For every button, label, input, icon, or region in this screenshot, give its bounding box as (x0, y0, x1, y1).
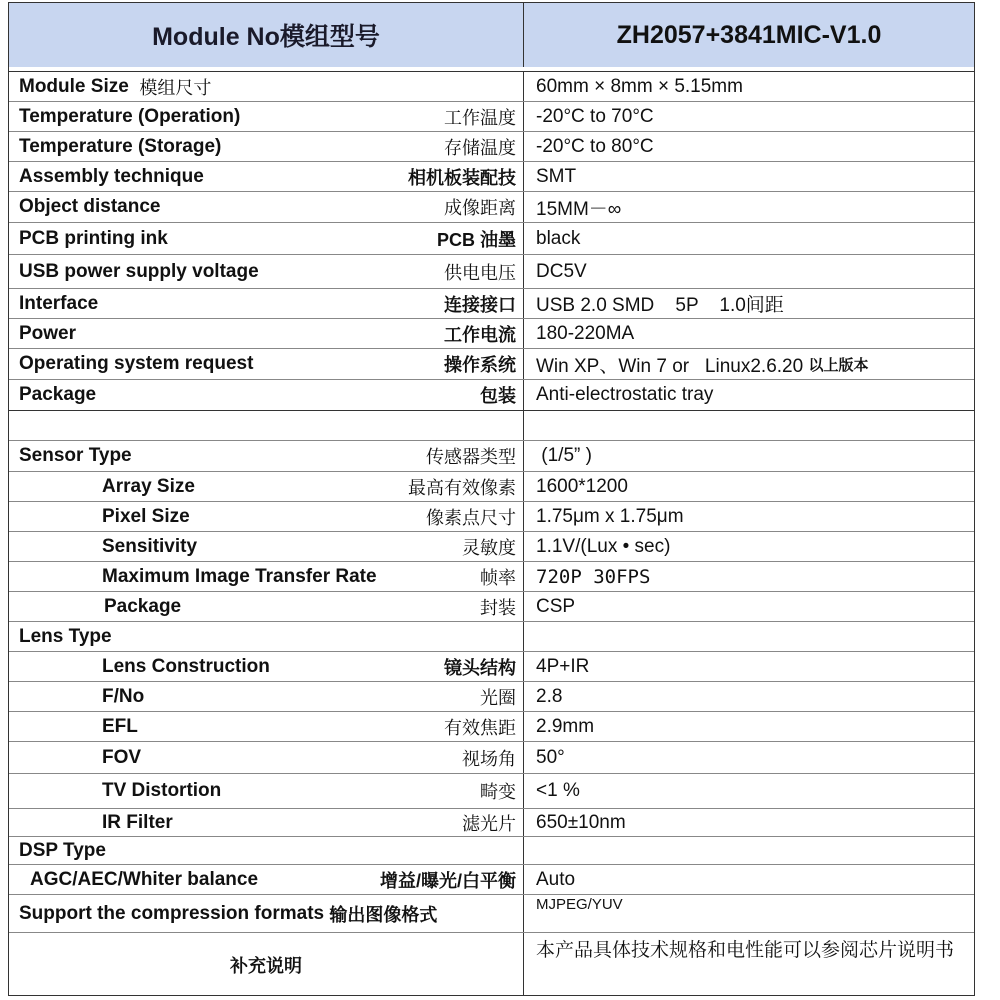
row-value: <1 % (536, 780, 580, 801)
row-label-en: EFL (102, 715, 138, 737)
row-label-cn: 帧率 (480, 567, 516, 588)
row-label-cn: 工作温度 (444, 107, 516, 128)
row-label-en: Sensitivity (102, 535, 198, 557)
row-label-cn: 最高有效像素 (408, 477, 516, 498)
table-row (9, 682, 974, 712)
table-row (9, 162, 974, 192)
header-module-no-label: Module No模组型号 (152, 23, 380, 51)
row-value: 2.9mm (536, 715, 595, 737)
row-label-en: Module Size 模组尺寸 (19, 75, 212, 98)
row-value: 180-220MA (536, 322, 635, 344)
row-label-en: Object distance (19, 196, 161, 217)
row-label-en: IR Filter (102, 811, 173, 833)
row-value: 1600*1200 (536, 475, 628, 497)
row-label-cn: 光圈 (480, 687, 516, 708)
spec-table (8, 2, 975, 996)
row-label-cn: 操作系统 (444, 355, 516, 375)
row-label-cn: 镜头结构 (444, 657, 516, 678)
row-label-cn: 视场角 (462, 748, 516, 769)
table-row (9, 622, 974, 652)
row-label-en: Lens Type (19, 625, 112, 647)
table-row (9, 472, 974, 502)
table-row (9, 652, 974, 682)
row-label-en: Operating system request (19, 353, 254, 374)
row-label-en: Array Size (102, 475, 195, 497)
table-row (9, 289, 974, 319)
row-label-cn: 包装 (480, 386, 516, 406)
row-label-cn: 封装 (480, 597, 516, 618)
row-label-en: Sensor Type (19, 445, 132, 466)
table-row (9, 837, 974, 865)
row-label-en: AGC/AEC/Whiter balance (30, 868, 259, 890)
row-value: 650±10nm (536, 811, 626, 833)
row-label-en: USB power supply voltage (19, 260, 259, 282)
footer-note: 本产品具体技术规格和电性能可以参阅芯片说明书 (536, 939, 955, 961)
table-header (9, 3, 974, 68)
table-row (9, 895, 974, 933)
row-label-cn: 有效焦距 (444, 717, 516, 738)
row-value: 1.75μm x 1.75μm (536, 505, 684, 527)
row-value: 2.8 (536, 685, 563, 707)
row-value: -20°C to 80°C (536, 135, 654, 157)
row-label-en: F/No (102, 685, 145, 707)
row-label-cn: 连接接口 (444, 294, 516, 315)
table-row (9, 532, 974, 562)
row-label-en: Temperature (Storage) (19, 135, 222, 157)
row-value: SMT (536, 165, 577, 187)
table-row (9, 774, 974, 809)
table-row-footer (9, 933, 974, 996)
row-label-cn: 灵敏度 (462, 537, 516, 558)
table-row-empty (9, 411, 974, 441)
row-value: 720P 30FPS (536, 565, 651, 588)
row-label-cn: 供电电压 (444, 262, 516, 283)
row-value: 1.1V/(Lux • sec) (536, 535, 671, 557)
row-label-cn: 畸变 (480, 782, 516, 802)
table-row (9, 192, 974, 223)
row-label-en: TV Distortion (102, 780, 222, 801)
table-row (9, 865, 974, 895)
row-value: 4P+IR (536, 655, 590, 677)
table-row (9, 441, 974, 472)
header-model-value: ZH2057+3841MIC-V1.0 (616, 20, 882, 49)
row-label-en: Temperature (Operation) (19, 105, 241, 127)
row-label-cn: 工作电流 (444, 324, 516, 345)
table-row (9, 72, 974, 102)
row-label-cn: 像素点尺寸 (426, 507, 516, 528)
row-label-en: Package (104, 595, 182, 617)
table-row (9, 132, 974, 162)
row-label-cn: 成像距离 (444, 198, 516, 218)
row-value: MJPEG/YUV (536, 896, 623, 913)
table-row (9, 102, 974, 132)
row-value: USB 2.0 SMD 5P 1.0间距 (536, 295, 784, 316)
row-value: DC5V (536, 260, 587, 282)
row-label-cn: 相机板装配技 (408, 167, 516, 188)
row-label-en: Pixel Size (102, 505, 190, 527)
row-label-en: Lens Construction (102, 655, 270, 677)
row-value: (1/5” ) (536, 445, 592, 466)
row-label-en: Maximum Image Transfer Rate (102, 565, 377, 587)
row-label-en: DSP Type (19, 839, 106, 861)
table-row (9, 380, 974, 411)
table-row (9, 502, 974, 532)
row-value: Win XP、Win 7 or Linux2.6.20 以上版本 (536, 355, 869, 377)
row-label-cn: PCB 油墨 (436, 229, 516, 250)
table-row (9, 255, 974, 289)
row-label-en: Support the compression formats 输出图像格式 (19, 902, 438, 925)
row-label-en: Assembly technique (19, 165, 204, 187)
row-value: black (536, 227, 581, 249)
row-value: -20°C to 70°C (536, 105, 654, 127)
row-label-cn: 存储温度 (444, 137, 516, 158)
row-label-en: Power (19, 322, 77, 344)
row-value: CSP (536, 595, 576, 617)
row-value: 60mm × 8mm × 5.15mm (536, 75, 743, 97)
row-label-en: PCB printing ink (19, 227, 168, 249)
row-label-en: FOV (102, 746, 142, 768)
row-value: 50° (536, 746, 565, 768)
table-row (9, 319, 974, 349)
table-row (9, 809, 974, 837)
row-label-en: Package (19, 384, 97, 405)
table-row (9, 592, 974, 622)
row-value: Auto (536, 868, 576, 890)
table-row (9, 712, 974, 742)
table-row (9, 223, 974, 255)
row-value: Anti-electrostatic tray (536, 384, 714, 405)
row-label-cn: 传感器类型 (426, 447, 516, 467)
row-label-en: Interface (19, 292, 99, 314)
row-label-cn: 滤光片 (462, 813, 516, 834)
footer-label: 补充说明 (230, 955, 302, 976)
table-row (9, 562, 974, 592)
row-label-cn: 增益/曝光/白平衡 (379, 870, 516, 891)
table-row (9, 742, 974, 774)
table-row (9, 349, 974, 380)
row-value: 15MM－∞ (536, 198, 622, 220)
